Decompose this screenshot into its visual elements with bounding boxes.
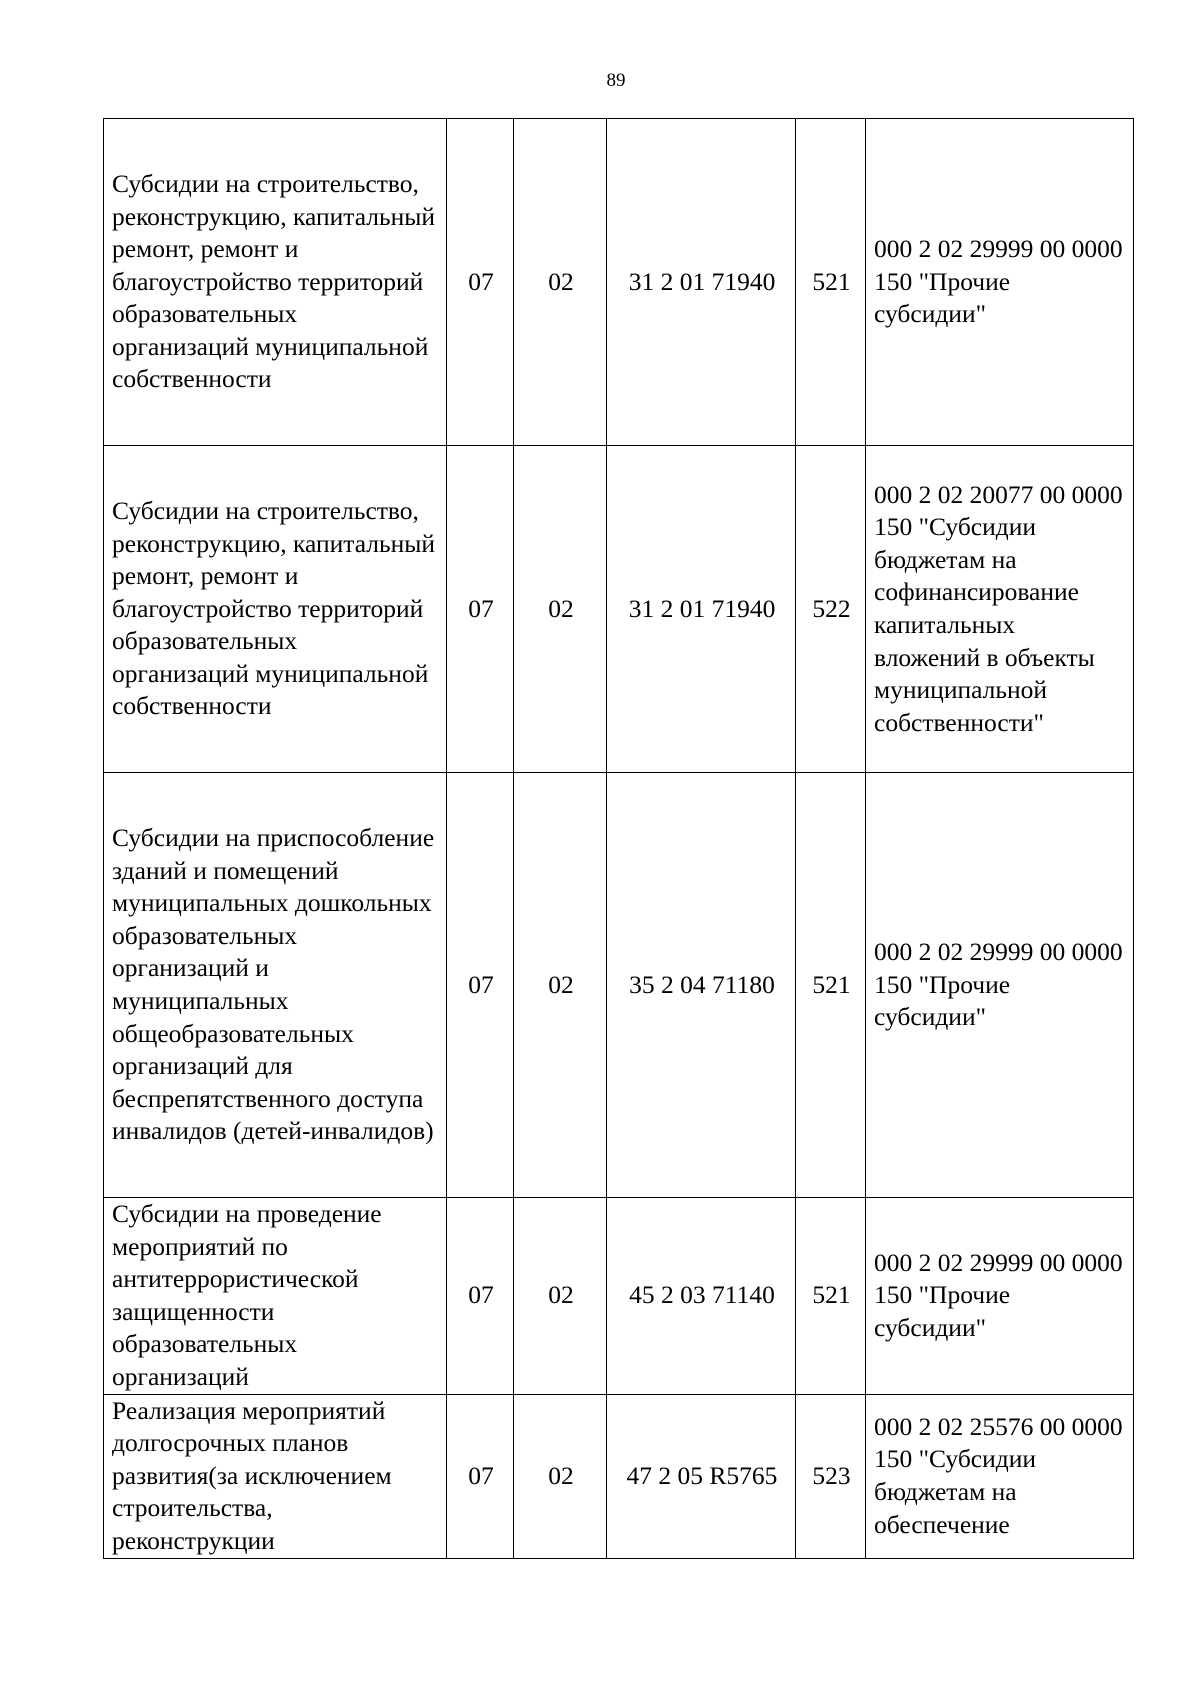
expense-name-cell: Реализация мероприятий долгосрочных планов развития(за исключением строительства, реконструкции xyxy=(104,1394,447,1558)
expense-type-cell: 521 xyxy=(796,1198,866,1395)
section-cell: 07 xyxy=(447,1394,514,1558)
target-article-cell: 35 2 04 71180 xyxy=(607,773,796,1198)
target-article-cell: 45 2 03 71140 xyxy=(607,1198,796,1395)
revenue-code-cell: 000 2 02 29999 00 0000 150 "Прочие субсидии" xyxy=(866,1198,1134,1395)
revenue-code-cell: 000 2 02 29999 00 0000 150 "Прочие субсидии" xyxy=(866,773,1134,1198)
table-row xyxy=(104,1394,1134,1558)
section-cell: 07 xyxy=(447,119,514,446)
expense-name-cell: Субсидии на проведение мероприятий по антитеррористической защищенности образовательных организаций xyxy=(104,1198,447,1395)
target-article-cell: 31 2 01 71940 xyxy=(607,119,796,446)
subsection-cell: 02 xyxy=(514,119,607,446)
expense-name-cell: Субсидии на приспособление зданий и помещений муниципальных дошкольных образовательных организаций и муниципальных общеобразовательных организаций для беспрепятственного доступа инвалидов (детей-инвалидов) xyxy=(104,773,447,1198)
target-article-cell: 31 2 01 71940 xyxy=(607,446,796,773)
target-article-cell: 47 2 05 R5765 xyxy=(607,1394,796,1558)
revenue-code-cell: 000 2 02 25576 00 0000 150 "Субсидии бюджетам на обеспечение xyxy=(866,1394,1134,1558)
expense-type-cell: 523 xyxy=(796,1394,866,1558)
subsection-cell: 02 xyxy=(514,773,607,1198)
expense-type-cell: 522 xyxy=(796,446,866,773)
table-row xyxy=(104,773,1134,1198)
expense-name-cell: Субсидии на строительство, реконструкцию, капитальный ремонт, ремонт и благоустройство территорий образовательных организаций муниципальной собственности xyxy=(104,119,447,446)
table-row xyxy=(104,1198,1134,1395)
section-cell: 07 xyxy=(447,1198,514,1395)
table-row xyxy=(104,119,1134,446)
expense-type-cell: 521 xyxy=(796,773,866,1198)
section-cell: 07 xyxy=(447,446,514,773)
table-row xyxy=(104,446,1134,773)
expense-type-cell: 521 xyxy=(796,119,866,446)
section-cell: 07 xyxy=(447,773,514,1198)
subsection-cell: 02 xyxy=(514,446,607,773)
budget-table xyxy=(103,118,1134,1559)
expense-name-cell: Субсидии на строительство, реконструкцию, капитальный ремонт, ремонт и благоустройство территорий образовательных организаций муниципальной собственности xyxy=(104,446,447,773)
revenue-code-cell: 000 2 02 20077 00 0000 150 "Субсидии бюджетам на софинансирование капитальных вложений в объекты муниципальной собственности" xyxy=(866,446,1134,773)
page-number: 89 xyxy=(606,70,626,91)
subsection-cell: 02 xyxy=(514,1198,607,1395)
revenue-code-cell: 000 2 02 29999 00 0000 150 "Прочие субсидии" xyxy=(866,119,1134,446)
subsection-cell: 02 xyxy=(514,1394,607,1558)
